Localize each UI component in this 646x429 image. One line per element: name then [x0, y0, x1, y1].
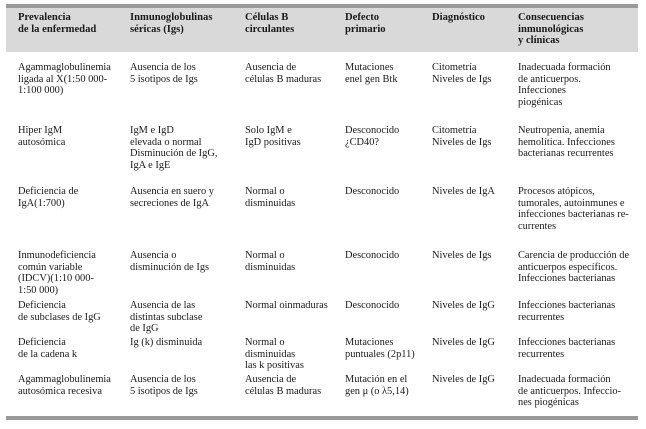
- table-cell: Agammaglobulinemia autosómica recesiva: [18, 374, 111, 397]
- table-cell: Inadecuada formación de anticuerpos. Infecciones piogénicas: [518, 62, 611, 108]
- header-inmunoglobulinas: Inmunoglobulinas séricas (Igs): [130, 12, 213, 35]
- table-cell: Niveles de IgA: [432, 186, 495, 197]
- table-cell: Normal oinmaduras: [245, 300, 328, 311]
- table-cell: Inmunodeficiencia común variable (IDCV)(1:10 000- 1:50 000): [18, 250, 96, 296]
- table-cell: Infecciones bacterianas recurrentes: [518, 300, 616, 323]
- table-cell: Desconocido: [345, 186, 400, 197]
- header-celulas-b: Células B circulantes: [245, 12, 295, 35]
- table-cell: Niveles de IgG: [432, 337, 495, 348]
- table-cell: Carencia de producción de anticuerpos específicos. Infecciones bacterianas: [518, 250, 630, 285]
- table-cell: Deficiencia de IgA(1:700): [18, 186, 79, 209]
- table-cell: Neutropenia, anemia hemolítica. Infecciones bacterianas recurrentes: [518, 125, 615, 160]
- table-cell: Normal o disminuidas: [245, 250, 296, 273]
- table-cell: Niveles de IgG: [432, 300, 495, 311]
- table-cell: Mutaciones enel gen Btk: [345, 62, 398, 85]
- table-cell: Desconocido: [345, 250, 400, 261]
- table-cell: Mutaciones puntuales (2p11): [345, 337, 415, 360]
- table-cell: Solo IgM e IgD positivas: [245, 125, 301, 148]
- table-cell: Ausencia o disminución de Igs: [130, 250, 210, 273]
- table-cell: Citometría Niveles de Igs: [432, 125, 492, 148]
- table-cell: Ausencia de células B maduras: [245, 62, 322, 85]
- table-cell: Deficiencia de la cadena k: [18, 337, 78, 360]
- table-cell: Ig (k) disminuida: [130, 337, 203, 348]
- table-cell: Ausencia de células B maduras: [245, 374, 322, 397]
- table-cell: Infecciones bacterianas recurrentes: [518, 337, 616, 360]
- table-cell: Ausencia de los 5 isotipos de Igs: [130, 374, 198, 397]
- table-cell: Citometría Niveles de Igs: [432, 62, 492, 85]
- table-cell: Inadecuada formación de anticuerpos. Infeccio- nes piogénicas: [518, 374, 621, 409]
- table-cell: IgM e IgD elevada o normal Disminución de IgG, IgA e IgE: [130, 125, 218, 171]
- table-cell: Normal o disminuidas las k positivas: [245, 337, 304, 372]
- table-cell: Mutación en el gen μ (o λ5,14): [345, 374, 409, 397]
- table-cell: Deficiencia de subclases de IgG: [18, 300, 101, 323]
- header-defecto: Defecto primario: [345, 12, 386, 35]
- table-cell: Ausencia en suero y secreciones de IgA: [130, 186, 214, 209]
- table-cell: Ausencia de las distintas subclase de IgG: [130, 300, 203, 335]
- header-prevalencia: Prevalencia de la enfermedad: [18, 12, 97, 35]
- header-consecuencias: Consecuencias inmunológicas y clínicas: [518, 12, 584, 47]
- table-cell: Niveles de IgG: [432, 374, 495, 385]
- bottom-rule: [6, 416, 638, 420]
- table-cell: Hiper IgM autosómica: [18, 125, 66, 148]
- table-cell: Desconocido: [345, 300, 400, 311]
- table-cell: Procesos atópicos, tumorales, autoinmunes e infecciones bacterianas re- currentes: [518, 186, 629, 232]
- header-diagnostico: Diagnóstico: [432, 12, 485, 23]
- table-cell: Normal o disminuidas: [245, 186, 296, 209]
- table-cell: Desconocido ¿CD40?: [345, 125, 400, 148]
- table-cell: Niveles de Igs: [432, 250, 492, 261]
- table-cell: Ausencia de los 5 isotipos de Igs: [130, 62, 198, 85]
- table-cell: Agammaglobulinemia ligada al X(1:50 000- 1:100 000): [18, 62, 111, 97]
